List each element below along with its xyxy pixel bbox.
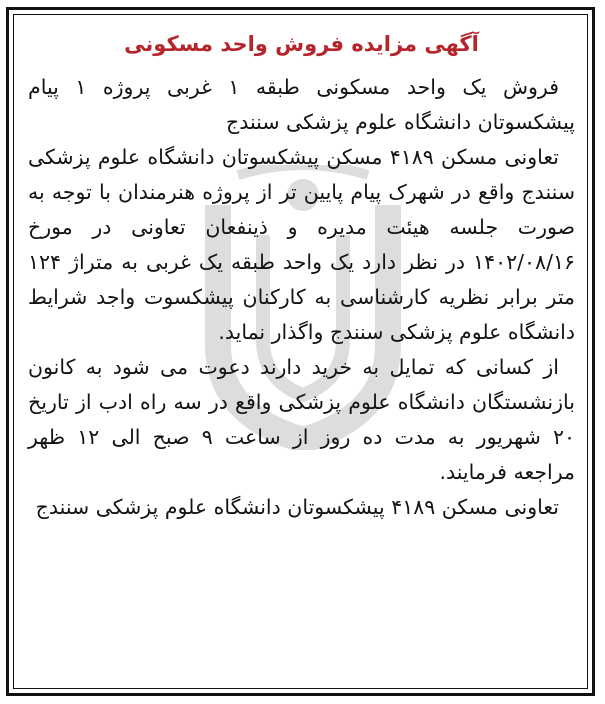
notice-title: آگهی مزایده فروش واحد مسکونی <box>124 32 479 56</box>
paragraph-signature: تعاونی مسکن ۴۱۸۹ پیشکسوتان دانشگاه علوم پزشکی سنندج <box>35 495 559 519</box>
paragraph-subject: فروش یک واحد مسکونی طبقه ۱ غربی پروژه ۱ پیام پیشکسوتان دانشگاه علوم پزشکی سنندج <box>28 75 575 134</box>
paragraph-invitation: از کسانی که تمایل به خرید دارند دعوت می شود به کانون بازنشستگان دانشگاه علوم پزشکی واقع در سه راه ادب از تاریخ ۲۰ شهریور به مدت ده روز از ساعت ۹ صبح الی ۱۲ ظهر مراجعه فرمایند. <box>28 355 576 484</box>
notice-body <box>28 28 575 525</box>
paragraph-details: تعاونی مسکن ۴۱۸۹ مسکن پیشکسوتان دانشگاه علوم پزشکی سنندج واقع در شهرک پیام پایین تر از پروژه هنرمندان با توجه به صورت جلسه هیئت مدیره و ذینفعان تعاونی در مورخ ۱۴۰۲/۰۸/۱۶ در نظر دارد یک واحد طبقه یک غربی به متراژ ۱۲۴ متر برابر نظریه کارشناسی به کارکنان پیشکسوت واجد شرایط دانشگاه علوم پزشکی سنندج واگذار نماید. <box>28 145 575 344</box>
